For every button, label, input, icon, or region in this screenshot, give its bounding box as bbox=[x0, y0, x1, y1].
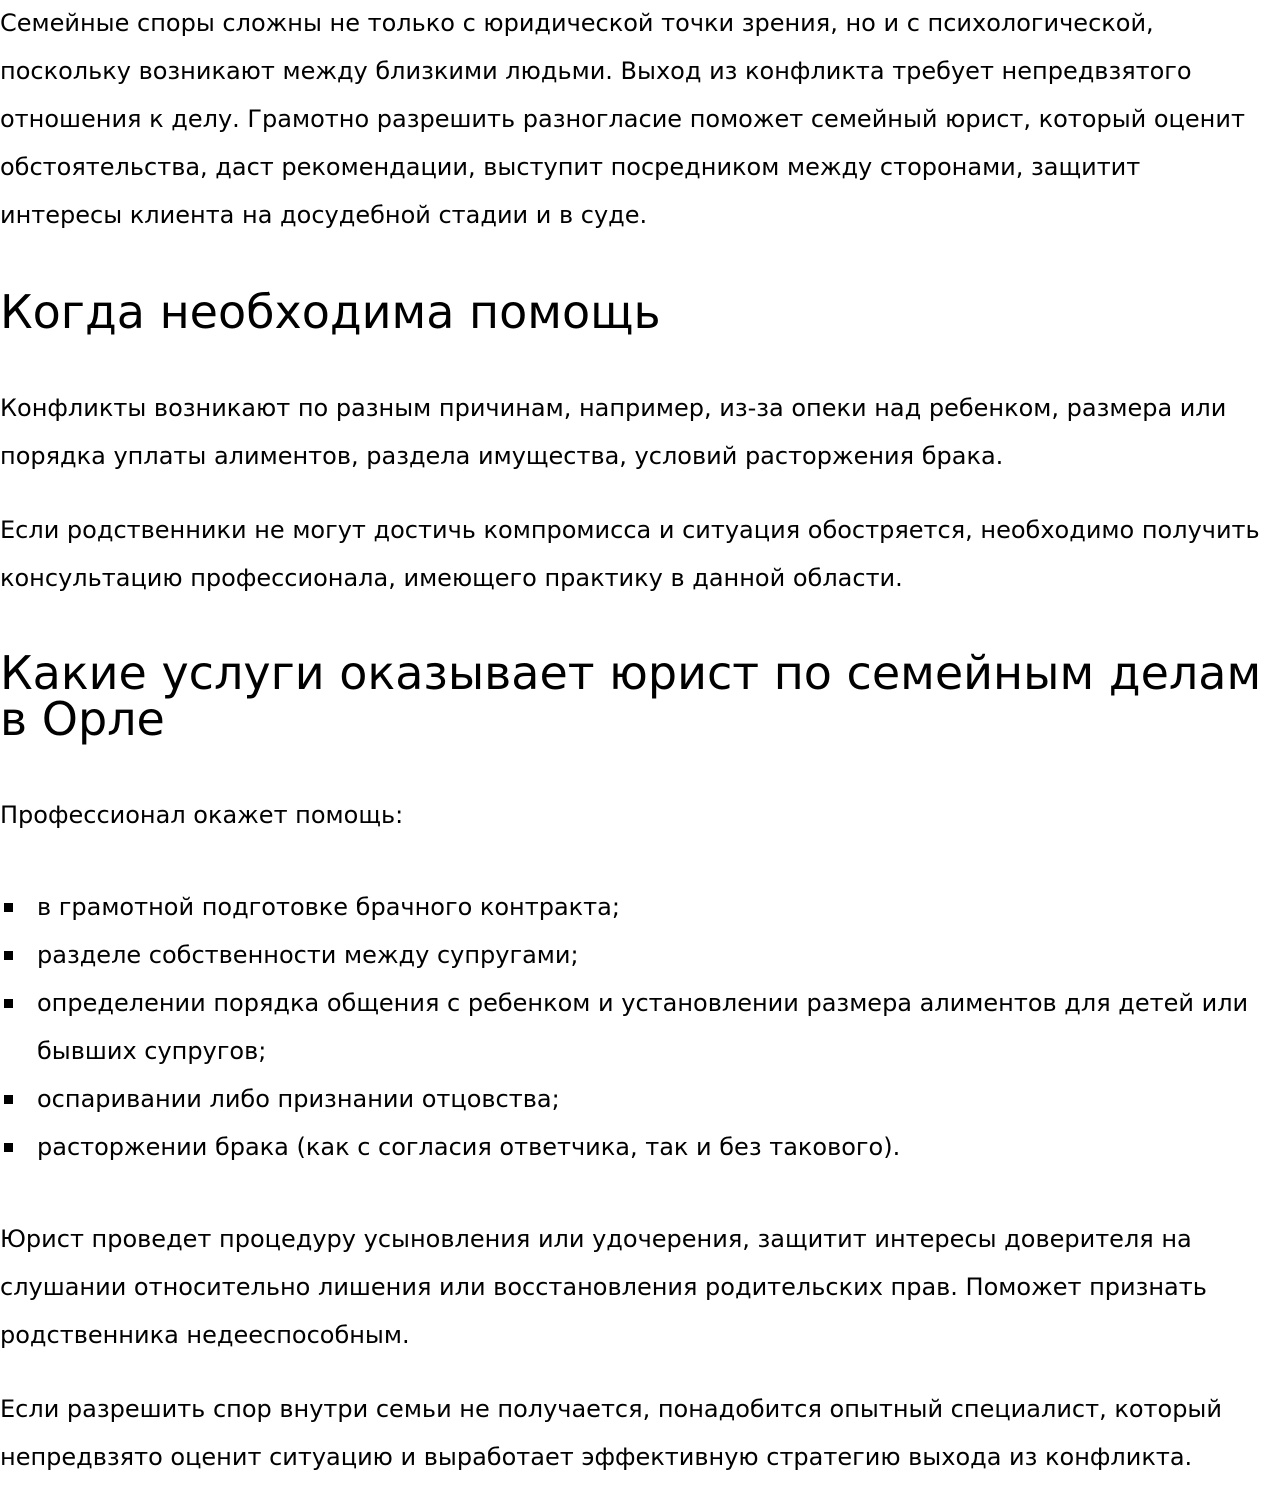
heading-family-lawyer-services: Какие услуги оказывает юрист по семейным делам в Орле bbox=[0, 646, 1262, 746]
square-bullet-icon bbox=[4, 1143, 13, 1152]
square-bullet-icon bbox=[4, 1095, 13, 1104]
intro-paragraph: Семейные споры сложны не только с юридической точки зрения, но и с психологической, поскольку возникают между близкими людьми. Выход из конфликта требует непредвзятого отношения к делу. Грамотно разрешить разногласие поможет семейный юрист, который оценит обстоятельства, даст рекомендации, выступит посредником между сторонами, защитит интересы клиента на досудебной стадии и в суде. bbox=[0, 9, 1245, 229]
services-paragraph-adoption: Юрист проведет процедуру усыновления или удочерения, защитит интересы доверителя на слушании относительно лишения или восстановления родительских прав. Поможет признать родственника недееспособным. bbox=[0, 1225, 1207, 1349]
help-paragraph-consultation: Если родственники не могут достичь компромисса и ситуация обостряется, необходимо получить консультацию профессионала, имеющего практику в данной области. bbox=[0, 516, 1260, 592]
square-bullet-icon bbox=[4, 951, 13, 960]
services-list-item bbox=[0, 1123, 1270, 1171]
help-paragraph-causes: Конфликты возникают по разным причинам, например, из-за опеки над ребенком, размера или порядка уплаты алиментов, раздела имущества, условий расторжения брака. bbox=[0, 394, 1227, 470]
services-list-item bbox=[0, 979, 1270, 1075]
services-item-text: разделе собственности между супругами; bbox=[37, 941, 579, 969]
square-bullet-icon bbox=[4, 999, 13, 1008]
services-list bbox=[0, 883, 1270, 1171]
services-item-text: оспаривании либо признании отцовства; bbox=[37, 1085, 560, 1113]
heading-when-help-needed: Когда необходима помощь bbox=[0, 285, 661, 339]
services-list-item bbox=[0, 1075, 1270, 1123]
services-item-text: расторжении брака (как с согласия ответчика, так и без такового). bbox=[37, 1133, 901, 1161]
services-item-text: определении порядка общения с ребенком и установлении размера алиментов для детей или бывших супругов; bbox=[37, 989, 1249, 1065]
services-item-text: в грамотной подготовке брачного контракта; bbox=[37, 893, 620, 921]
square-bullet-icon bbox=[4, 903, 13, 912]
services-list-item bbox=[0, 883, 1270, 931]
services-lead: Профессионал окажет помощь: bbox=[0, 801, 404, 829]
services-list-item bbox=[0, 931, 1270, 979]
services-paragraph-specialist: Если разрешить спор внутри семьи не получается, понадобится опытный специалист, который непредвзято оценит ситуацию и выработает эффективную стратегию выхода из конфликта. bbox=[0, 1395, 1222, 1471]
